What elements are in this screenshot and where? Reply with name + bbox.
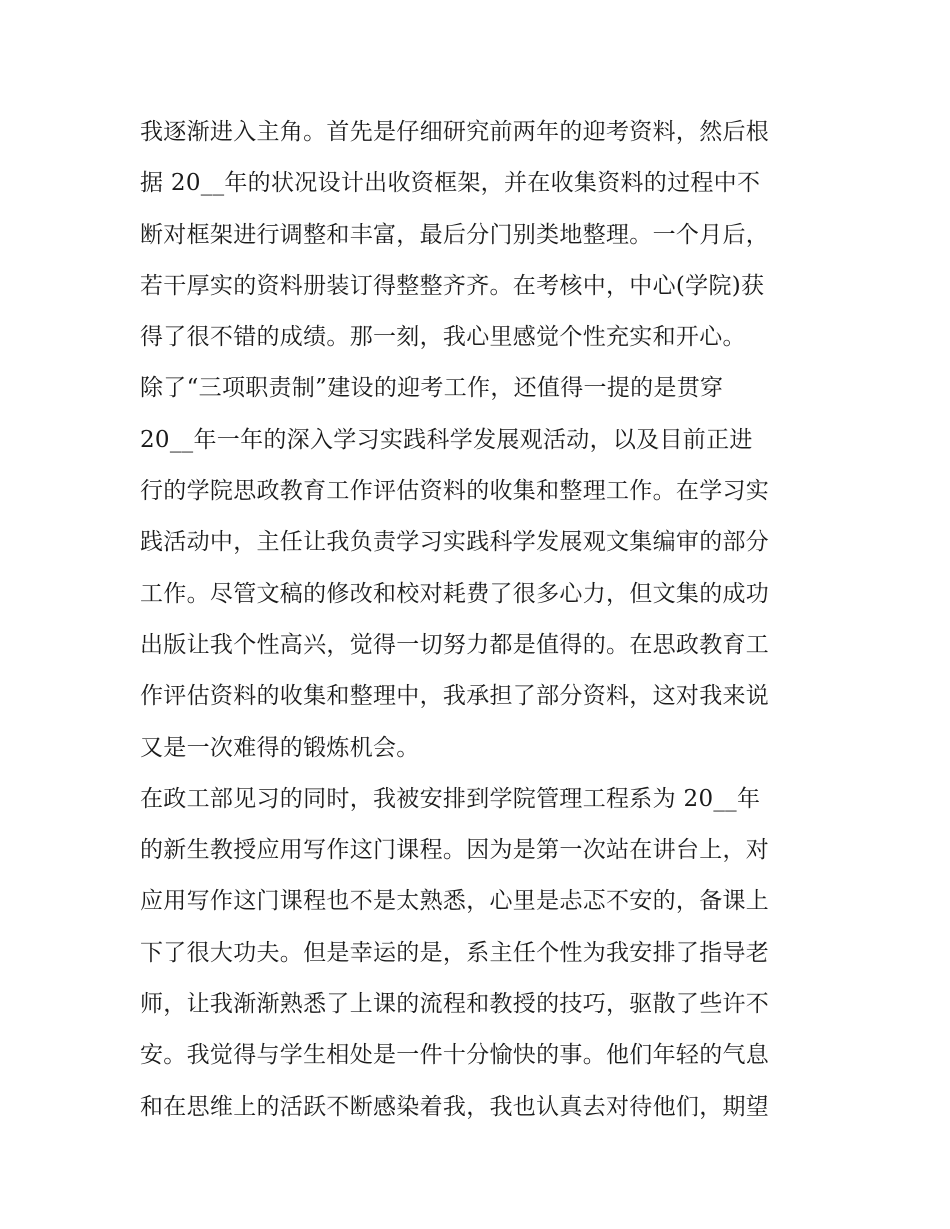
text-line: 安。我觉得与学生相处是一件十分愉快的事。他们年轻的气息 <box>140 1042 770 1069</box>
text-line: 行的学院思政教育工作评估资料的收集和整理工作。在学习实 <box>140 478 770 505</box>
text-line: 和在思维上的活跃不断感染着我，我也认真去对待他们，期望 <box>140 1093 770 1120</box>
text-line: 践活动中，主任让我负责学习实践科学发展观文集编审的部分 <box>140 529 770 556</box>
text-line: 除了“三项职责制”建设的迎考工作，还值得一提的是贯穿 <box>140 375 724 402</box>
text-line: 下了很大功夫。但是幸运的是，系主任个性为我安排了指导老 <box>140 939 770 966</box>
text-line: 得了很不错的成绩。那一刻，我心里感觉个性充实和开心。 <box>140 324 746 351</box>
text-line: 应用写作这门课程也不是太熟悉，心里是忐忑不安的，备课上 <box>140 888 770 915</box>
text-line: 的新生教授应用写作这门课程。因为是第一次站在讲台上，对 <box>140 837 770 864</box>
text-line: 在政工部见习的同时，我被安排到学院管理工程系为 20__年 <box>140 785 761 812</box>
body-text <box>140 107 830 1133</box>
text-line: 工作。尽管文稿的修改和校对耗费了很多心力，但文集的成功 <box>140 580 770 607</box>
text-line: 我逐渐进入主角。首先是仔细研究前两年的迎考资料，然后根 <box>140 119 770 145</box>
text-line: 作评估资料的收集和整理中，我承担了部分资料，这对我来说 <box>140 683 770 710</box>
text-line: 出版让我个性高兴，觉得一切努力都是值得的。在思政教育工 <box>140 631 770 658</box>
text-line: 又是一次难得的锻炼机会。 <box>140 734 420 761</box>
text-line: 据 20__年的状况设计出收资框架，并在收集资料的过程中不 <box>140 170 761 197</box>
text-line: 断对框架进行调整和丰富，最后分门别类地整理。一个月后， <box>140 221 770 248</box>
text-line: 20__年一年的深入学习实践科学发展观活动，以及目前正进 <box>140 426 753 453</box>
text-line: 若干厚实的资料册装订得整整齐齐。在考核中，中心(学院)获 <box>140 272 765 299</box>
text-line: 师，让我渐渐熟悉了上课的流程和教授的技巧，驱散了些许不 <box>140 991 770 1018</box>
